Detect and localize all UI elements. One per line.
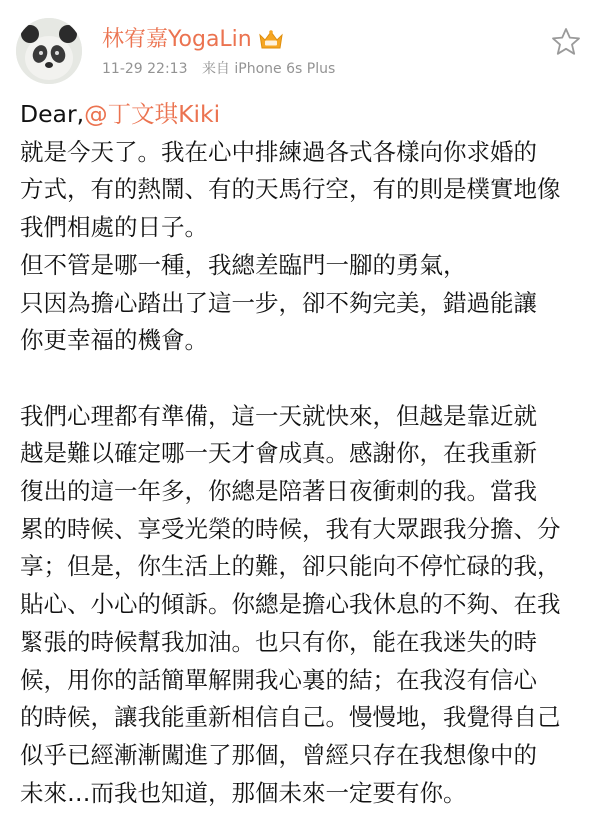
post-meta: [102, 58, 345, 78]
avatar[interactable]: [16, 18, 82, 84]
post-text-line: 候，用你的話簡單解開我心裏的結；在我沒有信心: [20, 665, 537, 694]
greeting-line: [20, 96, 586, 134]
post-text-line: 似乎已經漸漸闖進了那個，曾經只存在我想像中的: [20, 740, 537, 769]
post-text-line: 越是難以確定哪一天才會成真。感謝你，在我重新: [20, 439, 537, 468]
post-source: 来自 iPhone 6s Plus: [201, 61, 336, 77]
post-text-line: 累的時候、享受光榮的時候，我有大眾跟我分擔、分: [20, 514, 561, 543]
post-body: [20, 134, 586, 813]
star-icon[interactable]: [550, 26, 582, 58]
mention-link[interactable]: @丁文琪Kiki: [84, 100, 221, 128]
paragraph-gap: [20, 360, 586, 398]
post-text-line: 我們相處的日子。: [20, 213, 208, 242]
post-text-line: 享；但是，你生活上的難，卻只能向不停忙碌的我，: [20, 552, 561, 581]
panda-avatar-icon: [16, 18, 82, 84]
user-name-row: [102, 25, 284, 55]
post-text-line: 貼心、小心的傾訴。你總是擔心我休息的不夠、在我: [20, 590, 561, 619]
post-text-line: 但不管是哪一種，我總差臨門一腳的勇氣，: [20, 250, 467, 279]
post-text-line: 就是今天了。我在心中排練過各式各樣向你求婚的: [20, 137, 537, 166]
post-text-line: 只因為擔心踏出了這一步，卻不夠完美，錯過能讓: [20, 288, 537, 317]
post-text-line: 未來…而我也知道，那個未來一定要有你。: [20, 778, 467, 807]
post-content: [20, 96, 586, 812]
post-header: [0, 0, 600, 100]
post-text-line: 的時候，讓我能重新相信自己。慢慢地，我覺得自己: [20, 703, 561, 732]
post-text-line: 緊張的時候幫我加油。也只有你，能在我迷失的時: [20, 627, 537, 656]
post-time[interactable]: 11-29 22:13: [102, 61, 188, 77]
post-text-line: 復出的這一年多，你總是陪著日夜衝刺的我。當我: [20, 477, 537, 506]
user-name[interactable]: 林宥嘉YogaLin: [102, 27, 252, 52]
crown-icon[interactable]: [258, 29, 284, 51]
post-text-line: 你更幸福的機會。: [20, 326, 208, 355]
post-text-line: 我們心理都有準備，這一天就快來，但越是靠近就: [20, 401, 537, 430]
greeting: Dear,: [20, 100, 85, 128]
post-text-line: 方式，有的熱鬧、有的天馬行空，有的則是樸實地像: [20, 175, 561, 204]
